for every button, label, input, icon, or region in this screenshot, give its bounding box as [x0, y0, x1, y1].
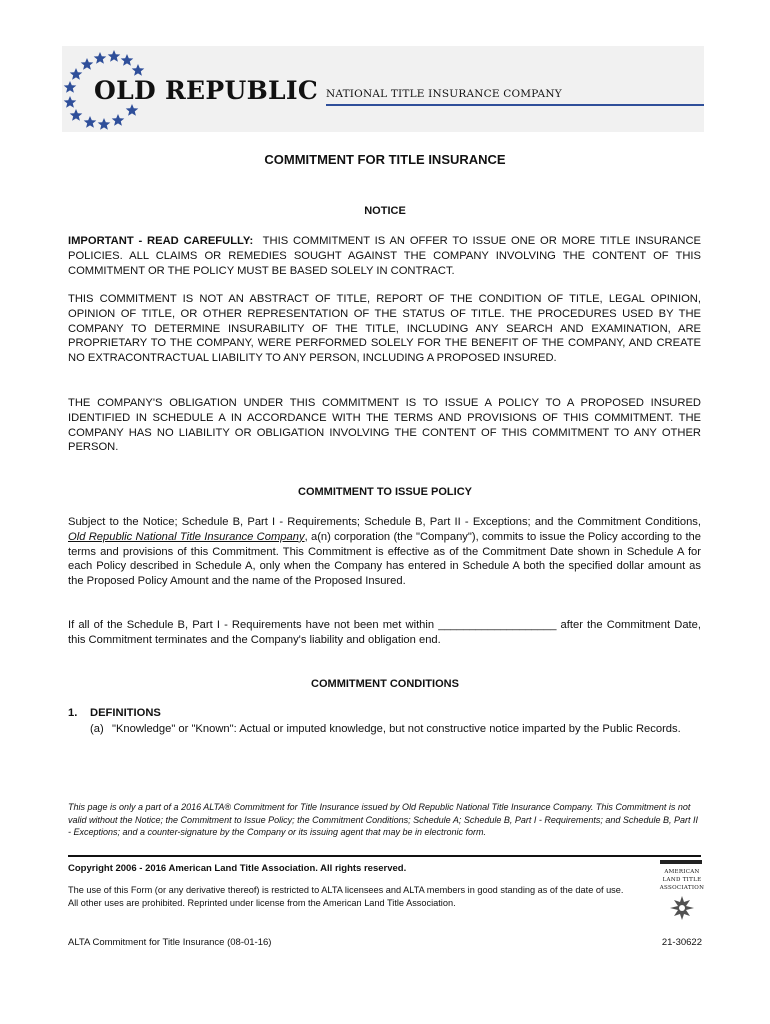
important-text: THIS COMMITMENT IS AN OFFER TO ISSUE ONE OR MORE TITLE INSURANCE POLICIES. ALL CLAIMS OR REMEDIES SOUGHT AGAINST THE COMPANY INVOLVING THE CONTENT OF THIS COMMITMENT OR THE POLICY MUST BE BASED SOLELY IN CONTRACT. — [68, 235, 702, 277]
notice-heading: NOTICE — [364, 205, 406, 217]
issue-policy-heading: COMMITMENT TO ISSUE POLICY — [298, 486, 472, 498]
definition-text: "Knowledge" or "Known": Actual or imputed knowledge, but not constructive notice imparted by the Public Records. — [112, 723, 681, 735]
brand-divider — [326, 104, 704, 106]
form-identifier: ALTA Commitment for Title Insurance (08-01-16) — [68, 937, 272, 948]
alta-logo-bar — [660, 860, 702, 864]
alta-logo-line-1: AMERICAN — [664, 869, 700, 875]
form-number: 21-30622 — [661, 937, 702, 948]
copyright-text: Copyright 2006 - 2016 American Land Title Association. All rights reserved. — [68, 863, 407, 874]
notice-paragraph-3: THE COMPANY'S OBLIGATION UNDER THIS COMMITMENT IS TO ISSUE A POLICY TO A PROPOSED INSURED IDENTIFIED IN SCHEDULE A IN ACCORDANCE WITH THE TERMS AND PROVISIONS OF THIS COMMITMENT. THE COMPANY HAS NO LIABILITY OR OBLIGATION INVOLVING THE CONTENT OF THIS COMMITMENT TO ANY OTHER PERSON. — [68, 397, 701, 454]
brand-name: OLD REPUBLIC — [94, 76, 319, 105]
section-title: DEFINITIONS — [90, 707, 161, 719]
alta-logo — [658, 860, 706, 924]
notice-important-paragraph — [68, 234, 701, 278]
definitions-heading — [68, 707, 161, 719]
section-number: 1. — [68, 707, 78, 719]
important-lead: IMPORTANT - READ CAREFULLY: — [68, 235, 254, 247]
alta-logo-line-2: LAND TITLE — [662, 877, 702, 883]
eagle-seal-icon — [668, 894, 696, 922]
alta-logo-line-3: ASSOCIATION — [659, 885, 705, 891]
conditions-heading: COMMITMENT CONDITIONS — [311, 678, 459, 690]
page-title: COMMITMENT FOR TITLE INSURANCE — [264, 152, 506, 167]
issue-policy-text-end: , a(n) corporation (the "Company"), commits to issue the Policy according to the terms and provisions of this Commitment. This Commitment is effective as of the Commitment Date shown in Schedule A for each Policy described in Schedule A, only when the Company has entered in Schedule A both the specified dollar amount as the Proposed Policy Amount and the name of the Proposed Insured. — [68, 530, 701, 588]
definition-label: (a) — [90, 723, 104, 735]
company-logo-banner — [62, 46, 704, 132]
definition-item — [90, 722, 701, 737]
license-text: The use of this Form (or any derivative thereof) is restricted to ALTA licensees and ALTA members in good standing as of the date of use. All other uses are prohibited. Reprinted under license from the American Land Title Association. — [68, 885, 624, 908]
issue-policy-text-start: Subject to the Notice; Schedule B, Part I - Requirements; Schedule B, Part II - Exceptions; and the Commitment Conditions, — [68, 516, 701, 528]
validity-footnote: This page is only a part of a 2016 ALTA® Commitment for Title Insurance issued by Old Republic National Title Insurance Company. This Commitment is not valid without the Notice; the Commitment to Issue Policy; the Commitment Conditions; Schedule A; Schedule B, Part I - Requirements; and Schedule B, Part II - Exceptions; and a counter-signature by the Company or its issuing agent that may be in electronic form. — [68, 802, 698, 837]
notice-paragraph-2: THIS COMMITMENT IS NOT AN ABSTRACT OF TITLE, REPORT OF THE CONDITION OF TITLE, LEGAL OPINION, OPINION OF TITLE, OR OTHER REPRESENTATION OF THE STATUS OF TITLE. THE PROCEDURES USED BY THE COMPANY TO DETERMINE INSURABILITY OF THE TITLE, INCLUDING ANY SEARCH AND EXAMINATION, ARE PROPRIETARY TO THE COMPANY, WERE PERFORMED SOLELY FOR THE BENEFIT OF THE COMPANY, AND CREATE NO EXTRACONTRACTUAL LIABILITY TO ANY PERSON, INCLUDING A PROPOSED INSURED. — [68, 293, 701, 365]
footer-divider — [68, 855, 701, 857]
company-name: Old Republic National Title Insurance Company — [68, 530, 305, 543]
brand-subtitle: NATIONAL TITLE INSURANCE COMPANY — [326, 88, 562, 100]
issue-policy-paragraph-1 — [68, 515, 701, 589]
issue-policy-paragraph-2: If all of the Schedule B, Part I - Requirements have not been met within ___________________ after the Commitment Date, this Commitment terminates and the Company's liability and obligation end. — [68, 619, 701, 646]
